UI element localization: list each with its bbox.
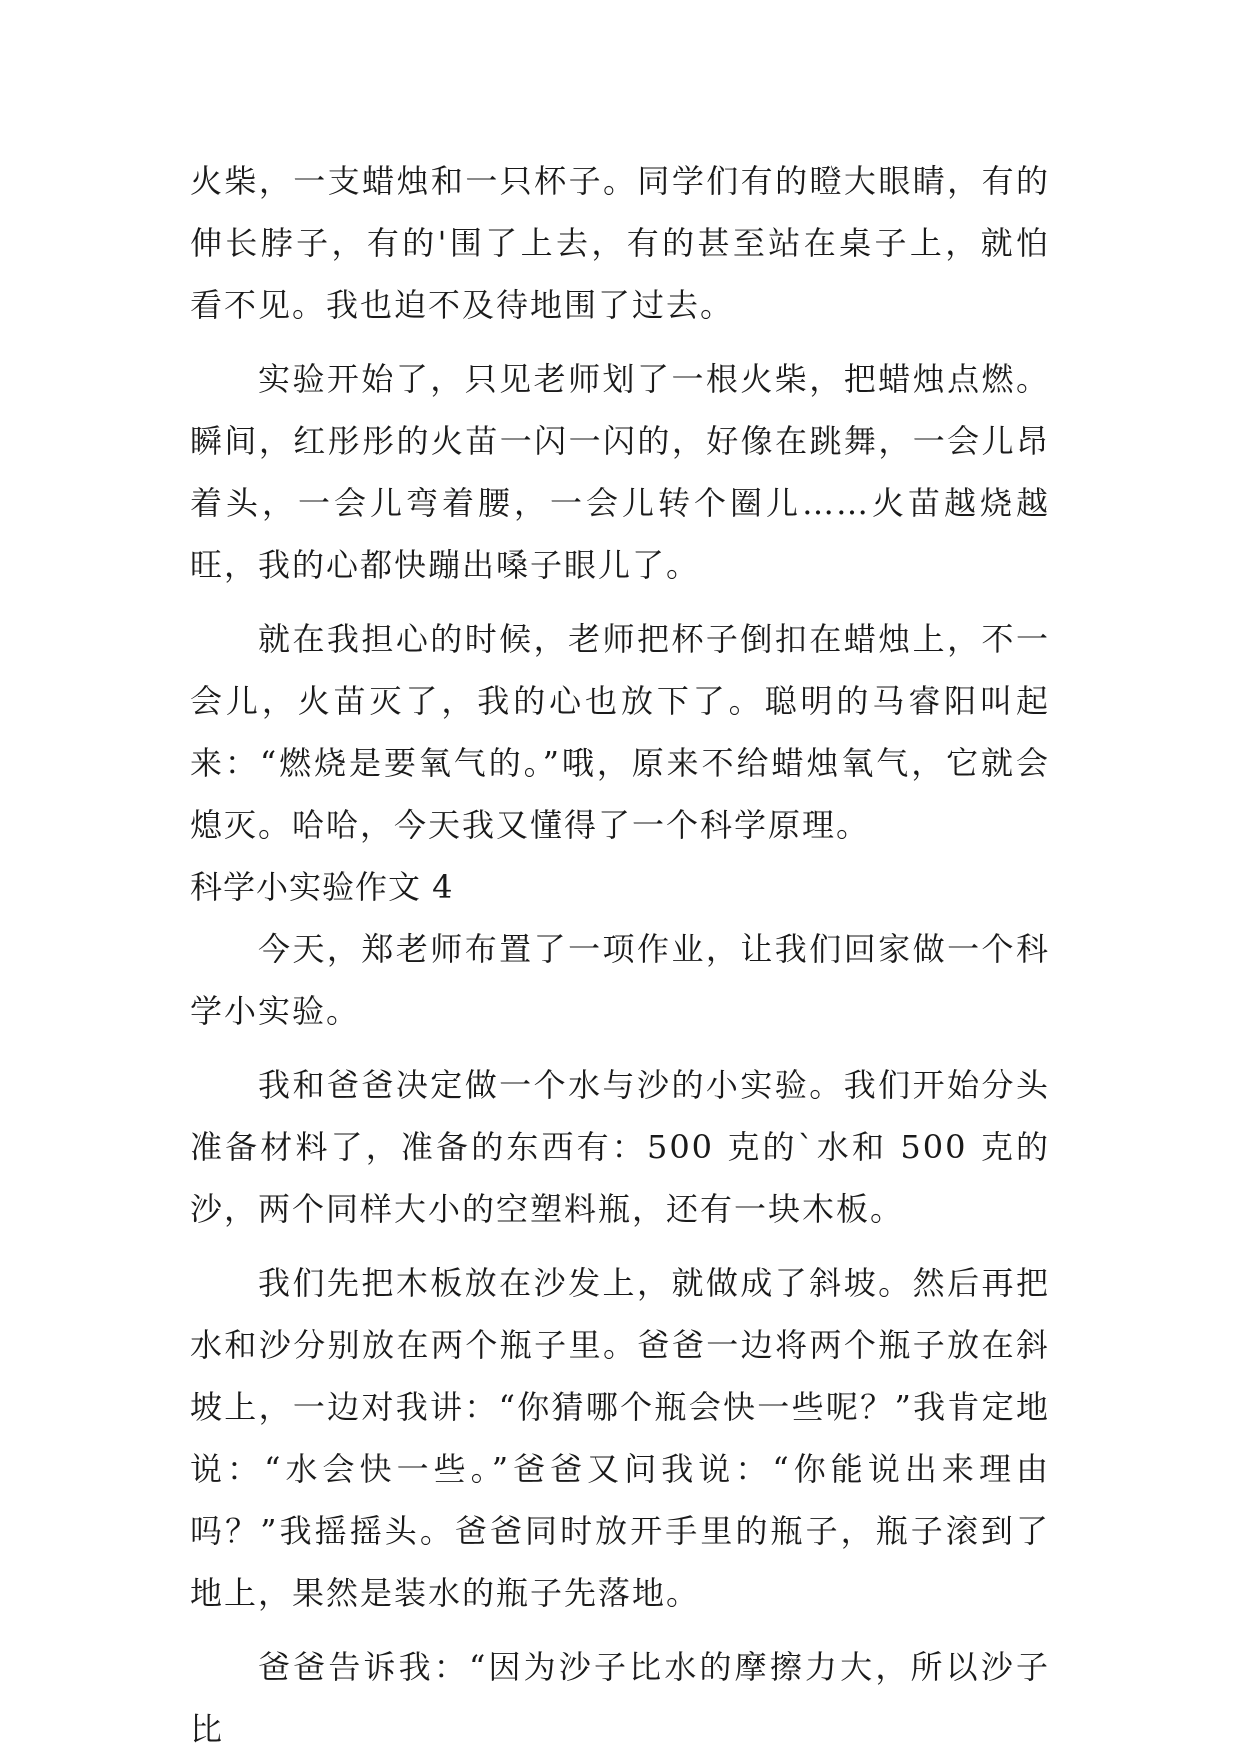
paragraph-7: 爸爸告诉我：“因为沙子比水的摩擦力大，所以沙子比 [190, 1648, 1050, 1748]
paragraph-6: 我们先把木板放在沙发上，就做成了斜坡。然后再把水和沙分别放在两个瓶子里。爸爸一边将两个瓶子放在斜坡上，一边对我讲：“你猜哪个瓶会快一些呢？”我肯定地说：“水会快一些。”爸爸又问我说：“你能说出来理由吗？”我摇摇头。爸爸同时放开手里的瓶子，瓶子滚到了地上，果然是装水的瓶子先落地。 [190, 1264, 1050, 1612]
paragraph-5: 我和爸爸决定做一个水与沙的小实验。我们开始分头准备材料了，准备的东西有：500 克的`水和 500 克的沙，两个同样大小的空塑料瓶，还有一块木板。 [190, 1066, 1050, 1228]
paragraph-4: 今天，郑老师布置了一项作业，让我们回家做一个科学小实验。 [190, 930, 1050, 1030]
paragraph-1: 火柴，一支蜡烛和一只杯子。同学们有的瞪大眼睛，有的伸长脖子，有的'围了上去，有的甚至站在桌子上，就怕看不见。我也迫不及待地围了过去。 [190, 162, 1050, 324]
paragraph-3: 就在我担心的时候，老师把杯子倒扣在蜡烛上，不一会儿，火苗灭了，我的心也放下了。聪明的马睿阳叫起来：“燃烧是要氧气的。”哦，原来不给蜡烛氧气，它就会熄灭。哈哈，今天我又懂得了一个科学原理。 [190, 620, 1050, 844]
paragraph-2: 实验开始了，只见老师划了一根火柴，把蜡烛点燃。瞬间，红彤彤的火苗一闪一闪的，好像在跳舞，一会儿昂着头，一会儿弯着腰，一会儿转个圈儿……火苗越烧越旺，我的心都快蹦出嗓子眼儿了。 [190, 360, 1050, 584]
section-heading: 科学小实验作文 4 [190, 868, 454, 906]
document-body [190, 150, 1050, 1760]
